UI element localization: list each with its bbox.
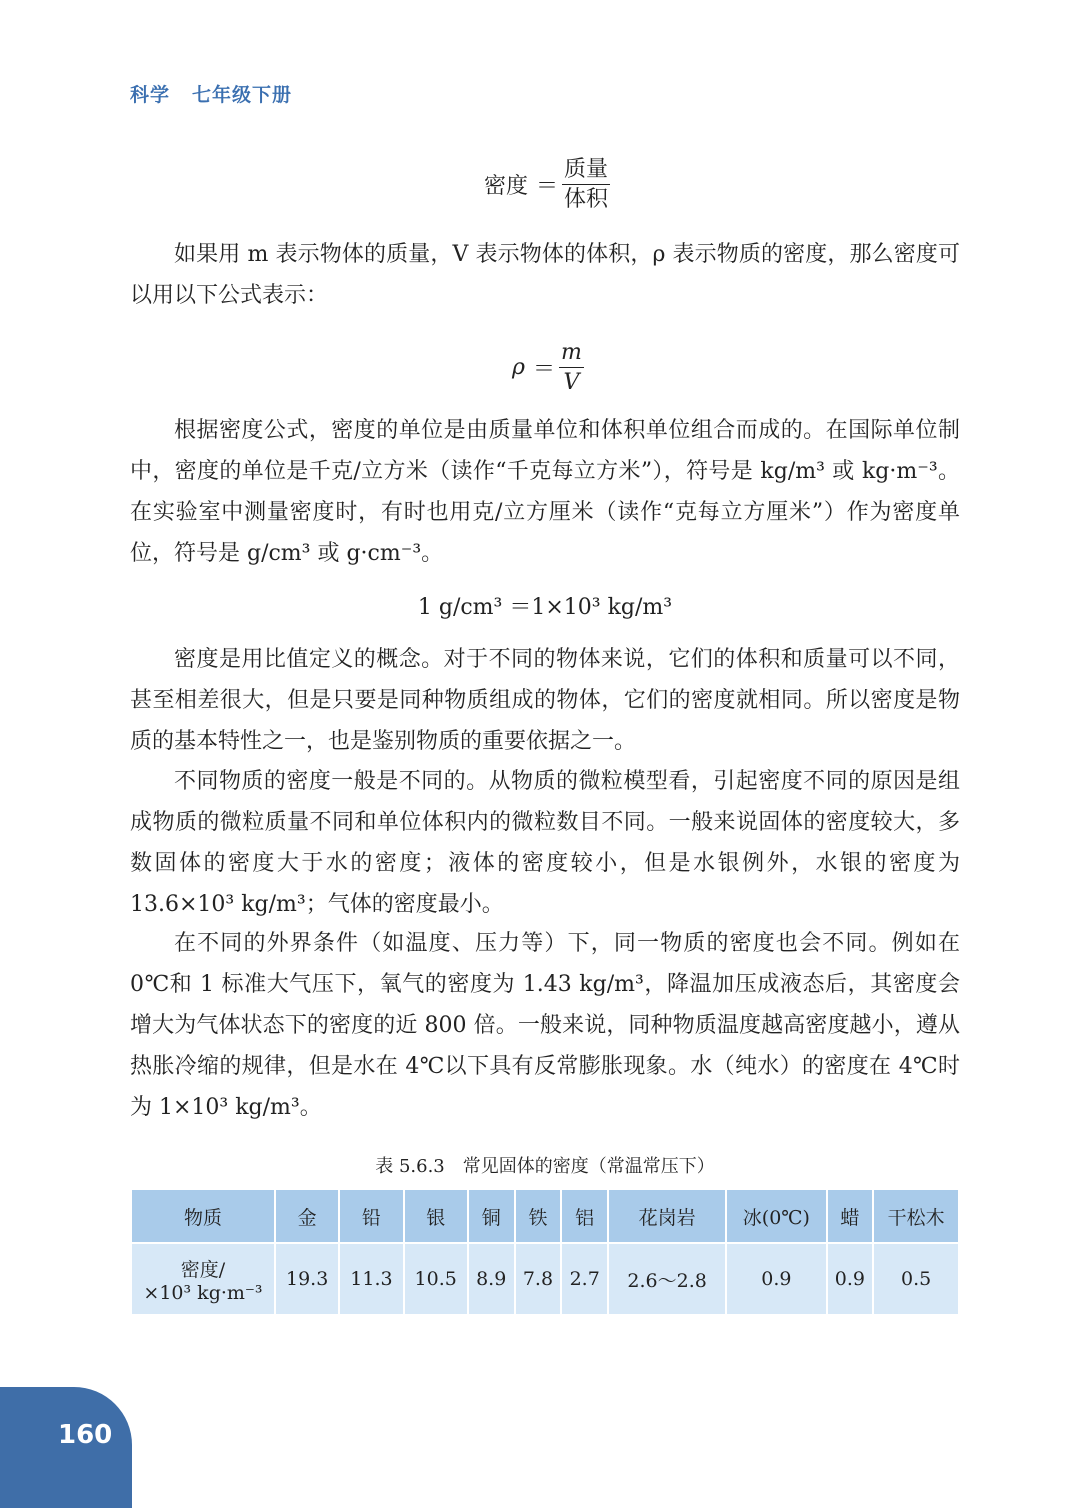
- paragraph-1: 如果用 m 表示物体的质量，V 表示物体的体积，ρ 表示物质的密度，那么密度可以用以下公式表示：: [130, 242, 960, 308]
- density-value-cell: 19.3: [275, 1243, 339, 1315]
- paragraph-4: 不同物质的密度一般是不同的。从物质的微粒模型看，引起密度不同的原因是组成物质的微粒质量不同和单位体积内的微粒数目不同。一般来说固体的密度较大，多数固体的密度大于水的密度；液体的密度较小，但是水银例外，水银的密度为 13.6×10³ kg/m³；气体的密度最小。: [130, 769, 960, 917]
- row-label-line1: 密度/: [180, 1258, 226, 1281]
- density-value-cell: 11.3: [339, 1243, 403, 1315]
- formula1-denominator: 体积: [564, 187, 609, 213]
- density-value-cell: 2.6～2.8: [608, 1243, 726, 1315]
- material-cell: 干松木: [873, 1189, 959, 1243]
- table-value-row: [131, 1243, 959, 1315]
- density-value-cell: 0.9: [726, 1243, 826, 1315]
- row-label-cell: [131, 1243, 275, 1315]
- material-cell: 银: [404, 1189, 468, 1243]
- formula2-numerator: m: [559, 340, 584, 368]
- material-cell: 铜: [468, 1189, 515, 1243]
- formula1-numerator: 质量: [562, 157, 610, 185]
- formula1-equals: ＝: [536, 174, 559, 200]
- formula1-lhs: 密度: [484, 174, 529, 200]
- paragraph-3: 密度是用比值定义的概念。对于不同的物体来说，它们的体积和质量可以不同，甚至相差很大，但是只要是同种物质组成的物体，它们的密度就相同。所以密度是物质的基本特性之一，也是鉴别物质的重要依据之一。: [130, 647, 960, 754]
- header-grade: 七年级下册: [192, 84, 293, 106]
- formula2-denominator: V: [563, 370, 580, 396]
- material-cell: 铝: [561, 1189, 608, 1243]
- table-header-row: [131, 1189, 959, 1243]
- table-caption: 表 5.6.3 常见固体的密度（常温常压下）: [375, 1156, 715, 1177]
- material-cell: 冰(0℃): [726, 1189, 826, 1243]
- formula2-lhs: ρ: [512, 355, 525, 381]
- density-value-cell: 0.5: [873, 1243, 959, 1315]
- running-header: [130, 80, 292, 107]
- unit-conversion-formula: 1 g/cm³ ＝1×10³ kg/m³: [417, 595, 673, 620]
- density-symbol-formula: [508, 340, 584, 396]
- material-cell: 铅: [339, 1189, 403, 1243]
- density-value-cell: 8.9: [468, 1243, 515, 1315]
- density-value-cell: 2.7: [561, 1243, 608, 1315]
- density-word-formula: [480, 157, 610, 213]
- formula1-fraction: [562, 157, 610, 213]
- density-value-cell: 0.9: [827, 1243, 874, 1315]
- density-table: [130, 1188, 960, 1316]
- material-cell: 花岗岩: [608, 1189, 726, 1243]
- material-cell: 蜡: [827, 1189, 874, 1243]
- formula2-equals: ＝: [532, 357, 555, 383]
- formula2-fraction: [559, 340, 584, 396]
- page-number: 160: [58, 1420, 113, 1450]
- paragraph-2: 根据密度公式，密度的单位是由质量单位和体积单位组合而成的。在国际单位制中，密度的单位是千克/立方米（读作“千克每立方米”），符号是 kg/m³ 或 kg·m⁻³。在实验室中测量密度时，有时也用克/立方厘米（读作“克每立方厘米”）作为密度单位，符号是 g/cm³ 或 g·cm⁻³。: [130, 418, 960, 566]
- density-value-cell: 7.8: [515, 1243, 562, 1315]
- row-label-line2: ×10³ kg·m⁻³: [143, 1281, 263, 1304]
- header-subject: 科学: [130, 84, 171, 106]
- material-cell: 铁: [515, 1189, 562, 1243]
- paragraph-5: 在不同的外界条件（如温度、压力等）下，同一物质的密度也会不同。例如在 0℃和 1 标准大气压下，氧气的密度为 1.43 kg/m³，降温加压成液态后，其密度会增大为气体状态下的密度的近 800 倍。一般来说，同种物质温度越高密度越小，遵从热胀冷缩的规律，但是水在 4℃以下具有反常膨胀现象。水（纯水）的密度在 4℃时为 1×10³ kg/m³。: [130, 931, 960, 1120]
- header-label-cell: 物质: [131, 1189, 275, 1243]
- material-cell: 金: [275, 1189, 339, 1243]
- density-value-cell: 10.5: [404, 1243, 468, 1315]
